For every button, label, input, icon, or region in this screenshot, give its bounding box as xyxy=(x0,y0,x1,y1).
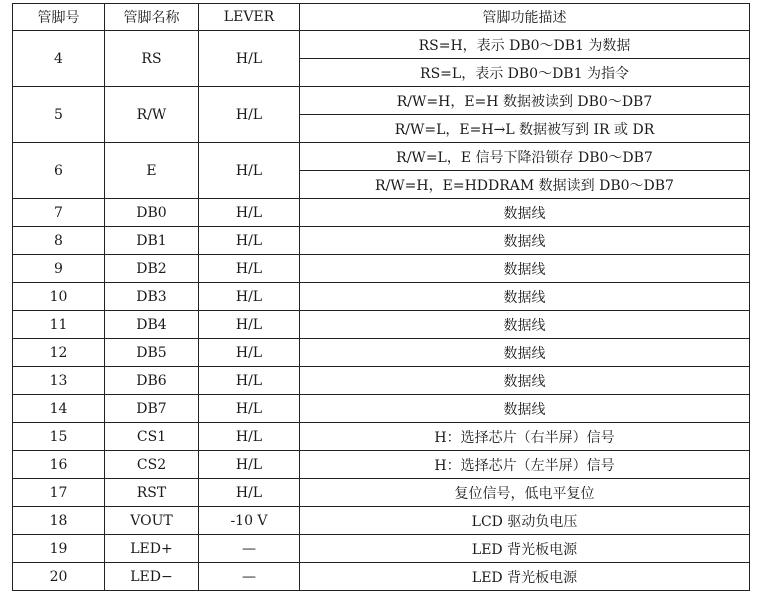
pin-number-cell: 14 xyxy=(13,395,105,423)
table-row xyxy=(13,423,750,451)
level-cell: H/L xyxy=(199,423,300,451)
header-level: LEVER xyxy=(199,4,300,31)
description-cell: RS=L，表示 DB0～DB1 为指令 xyxy=(300,59,750,87)
description-cell: 数据线 xyxy=(300,227,750,255)
level-cell: H/L xyxy=(199,311,300,339)
header-description: 管脚功能描述 xyxy=(300,4,750,31)
pin-number-cell: 15 xyxy=(13,423,105,451)
description-cell: H：选择芯片（右半屏）信号 xyxy=(300,423,750,451)
pin-number-cell: 20 xyxy=(13,563,105,591)
level-cell: — xyxy=(199,535,300,563)
pin-number-cell: 16 xyxy=(13,451,105,479)
level-cell: H/L xyxy=(199,31,300,87)
description-cell: R/W=H，E=H 数据被读到 DB0～DB7 xyxy=(300,87,750,115)
table-row xyxy=(13,507,750,535)
level-cell: H/L xyxy=(199,87,300,143)
pin-number-cell: 7 xyxy=(13,199,105,227)
level-cell: H/L xyxy=(199,367,300,395)
pin-number-cell: 4 xyxy=(13,31,105,87)
pin-name-cell: DB7 xyxy=(105,395,199,423)
pin-name-cell: LED+ xyxy=(105,535,199,563)
level-cell: H/L xyxy=(199,227,300,255)
pin-table xyxy=(12,3,750,591)
description-cell: R/W=L，E 信号下降沿锁存 DB0～DB7 xyxy=(300,143,750,171)
description-cell: RS=H，表示 DB0～DB1 为数据 xyxy=(300,31,750,59)
description-cell: 数据线 xyxy=(300,395,750,423)
level-cell: H/L xyxy=(199,255,300,283)
pin-name-cell: VOUT xyxy=(105,507,199,535)
pin-number-cell: 5 xyxy=(13,87,105,143)
table-row xyxy=(13,367,750,395)
pin-number-cell: 19 xyxy=(13,535,105,563)
pin-name-cell: DB2 xyxy=(105,255,199,283)
description-cell: 数据线 xyxy=(300,199,750,227)
description-cell: R/W=H，E=HDDRAM 数据读到 DB0～DB7 xyxy=(300,171,750,199)
pin-number-cell: 12 xyxy=(13,339,105,367)
level-cell: H/L xyxy=(199,339,300,367)
description-cell: 数据线 xyxy=(300,339,750,367)
pin-number-cell: 18 xyxy=(13,507,105,535)
pin-name-cell: DB5 xyxy=(105,339,199,367)
pin-name-cell: CS2 xyxy=(105,451,199,479)
pin-name-cell: E xyxy=(105,143,199,199)
pin-name-cell: DB6 xyxy=(105,367,199,395)
table-row xyxy=(13,199,750,227)
table-row xyxy=(13,479,750,507)
table-row xyxy=(13,563,750,591)
description-cell: LED 背光板电源 xyxy=(300,563,750,591)
description-cell: R/W=L，E=H→L 数据被写到 IR 或 DR xyxy=(300,115,750,143)
pin-name-cell: DB4 xyxy=(105,311,199,339)
description-cell: 数据线 xyxy=(300,255,750,283)
description-cell: 数据线 xyxy=(300,311,750,339)
header-pin-number: 管脚号 xyxy=(13,4,105,31)
pin-number-cell: 6 xyxy=(13,143,105,199)
pin-number-cell: 11 xyxy=(13,311,105,339)
table-row xyxy=(13,535,750,563)
pin-number-cell: 10 xyxy=(13,283,105,311)
pin-name-cell: RS xyxy=(105,31,199,87)
header-row xyxy=(13,4,750,31)
level-cell: H/L xyxy=(199,199,300,227)
table-row xyxy=(13,395,750,423)
level-cell: -10 V xyxy=(199,507,300,535)
description-cell: H：选择芯片（左半屏）信号 xyxy=(300,451,750,479)
pin-number-cell: 8 xyxy=(13,227,105,255)
level-cell: H/L xyxy=(199,451,300,479)
header-pin-name: 管脚名称 xyxy=(105,4,199,31)
pin-name-cell: R/W xyxy=(105,87,199,143)
table-row xyxy=(13,227,750,255)
pin-name-cell: DB0 xyxy=(105,199,199,227)
level-cell: H/L xyxy=(199,283,300,311)
description-cell: 复位信号，低电平复位 xyxy=(300,479,750,507)
table-row xyxy=(13,143,750,171)
pin-name-cell: LED− xyxy=(105,563,199,591)
table-row xyxy=(13,283,750,311)
description-cell: 数据线 xyxy=(300,283,750,311)
table-row xyxy=(13,31,750,59)
table-row xyxy=(13,339,750,367)
level-cell: — xyxy=(199,563,300,591)
description-cell: 数据线 xyxy=(300,367,750,395)
pin-number-cell: 17 xyxy=(13,479,105,507)
level-cell: H/L xyxy=(199,479,300,507)
description-cell: LED 背光板电源 xyxy=(300,535,750,563)
level-cell: H/L xyxy=(199,143,300,199)
pin-name-cell: RST xyxy=(105,479,199,507)
table-row xyxy=(13,255,750,283)
table-row xyxy=(13,87,750,115)
table-row xyxy=(13,311,750,339)
pin-number-cell: 9 xyxy=(13,255,105,283)
pin-number-cell: 13 xyxy=(13,367,105,395)
table-row xyxy=(13,451,750,479)
pin-name-cell: DB3 xyxy=(105,283,199,311)
pin-name-cell: CS1 xyxy=(105,423,199,451)
pin-name-cell: DB1 xyxy=(105,227,199,255)
level-cell: H/L xyxy=(199,395,300,423)
description-cell: LCD 驱动负电压 xyxy=(300,507,750,535)
